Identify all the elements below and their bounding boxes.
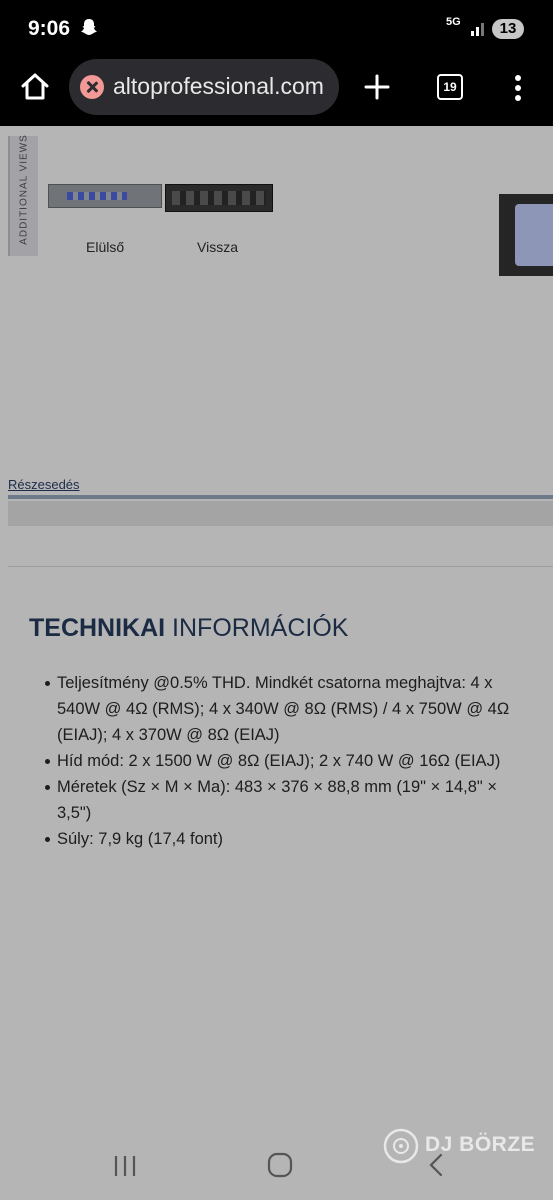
snapchat-icon xyxy=(80,18,98,41)
tech-info-heading: TECHNIKAI INFORMÁCIÓK xyxy=(29,614,349,642)
stop-loading-icon[interactable] xyxy=(80,75,104,99)
additional-views-label: ADDITIONAL VIEWS xyxy=(18,134,30,245)
home-nav-icon[interactable] xyxy=(267,1152,293,1183)
list-item: Híd mód: 2 x 1500 W @ 8Ω (EIAJ); 2 x 740 W @ 16Ω (EIAJ) xyxy=(57,748,517,774)
new-tab-icon[interactable] xyxy=(362,72,392,107)
signal-icon xyxy=(470,20,488,41)
recents-icon[interactable] xyxy=(112,1153,138,1184)
section-bar xyxy=(8,495,553,499)
back-view-thumbnail[interactable] xyxy=(165,184,273,212)
front-view-thumbnail[interactable] xyxy=(48,184,162,208)
front-view-caption: Elülső xyxy=(86,239,125,255)
additional-views-tab xyxy=(8,136,38,256)
home-icon[interactable] xyxy=(18,70,52,109)
product-main-image xyxy=(499,194,553,276)
back-view-caption: Vissza xyxy=(197,239,238,255)
list-item: Súly: 7,9 kg (17,4 font) xyxy=(57,826,517,852)
url-text[interactable]: altoprofessional.com xyxy=(113,73,324,99)
network-type: 5G xyxy=(446,16,461,28)
url-bar[interactable] xyxy=(69,59,339,115)
clock: 9:06 xyxy=(28,17,71,40)
watermark-logo-icon xyxy=(383,1128,419,1169)
spec-list xyxy=(57,670,517,852)
watermark-text: DJ BÖRZE xyxy=(425,1133,536,1156)
list-item: Méretek (Sz × M × Ma): 483 × 376 × 88,8 mm (19" × 14,8" × 3,5") xyxy=(57,774,517,826)
web-page xyxy=(0,126,553,1138)
status-bar xyxy=(0,0,553,56)
battery-icon: 13 xyxy=(492,19,524,39)
divider xyxy=(8,566,553,567)
list-item: Teljesítmény @0.5% THD. Mindkét csatorna meghajtva: 4 x 540W @ 4Ω (RMS); 4 x 340W @ 8Ω (RMS) / 4 x 750W @ 4Ω (EIAJ); 4 x 370W @ 8Ω (EIAJ) xyxy=(57,670,517,748)
browser-toolbar xyxy=(0,56,553,126)
share-link[interactable]: Részesedés xyxy=(8,477,80,492)
tabs-icon[interactable]: 19 xyxy=(437,74,463,100)
menu-icon[interactable] xyxy=(514,73,522,108)
section-strip xyxy=(8,501,553,526)
